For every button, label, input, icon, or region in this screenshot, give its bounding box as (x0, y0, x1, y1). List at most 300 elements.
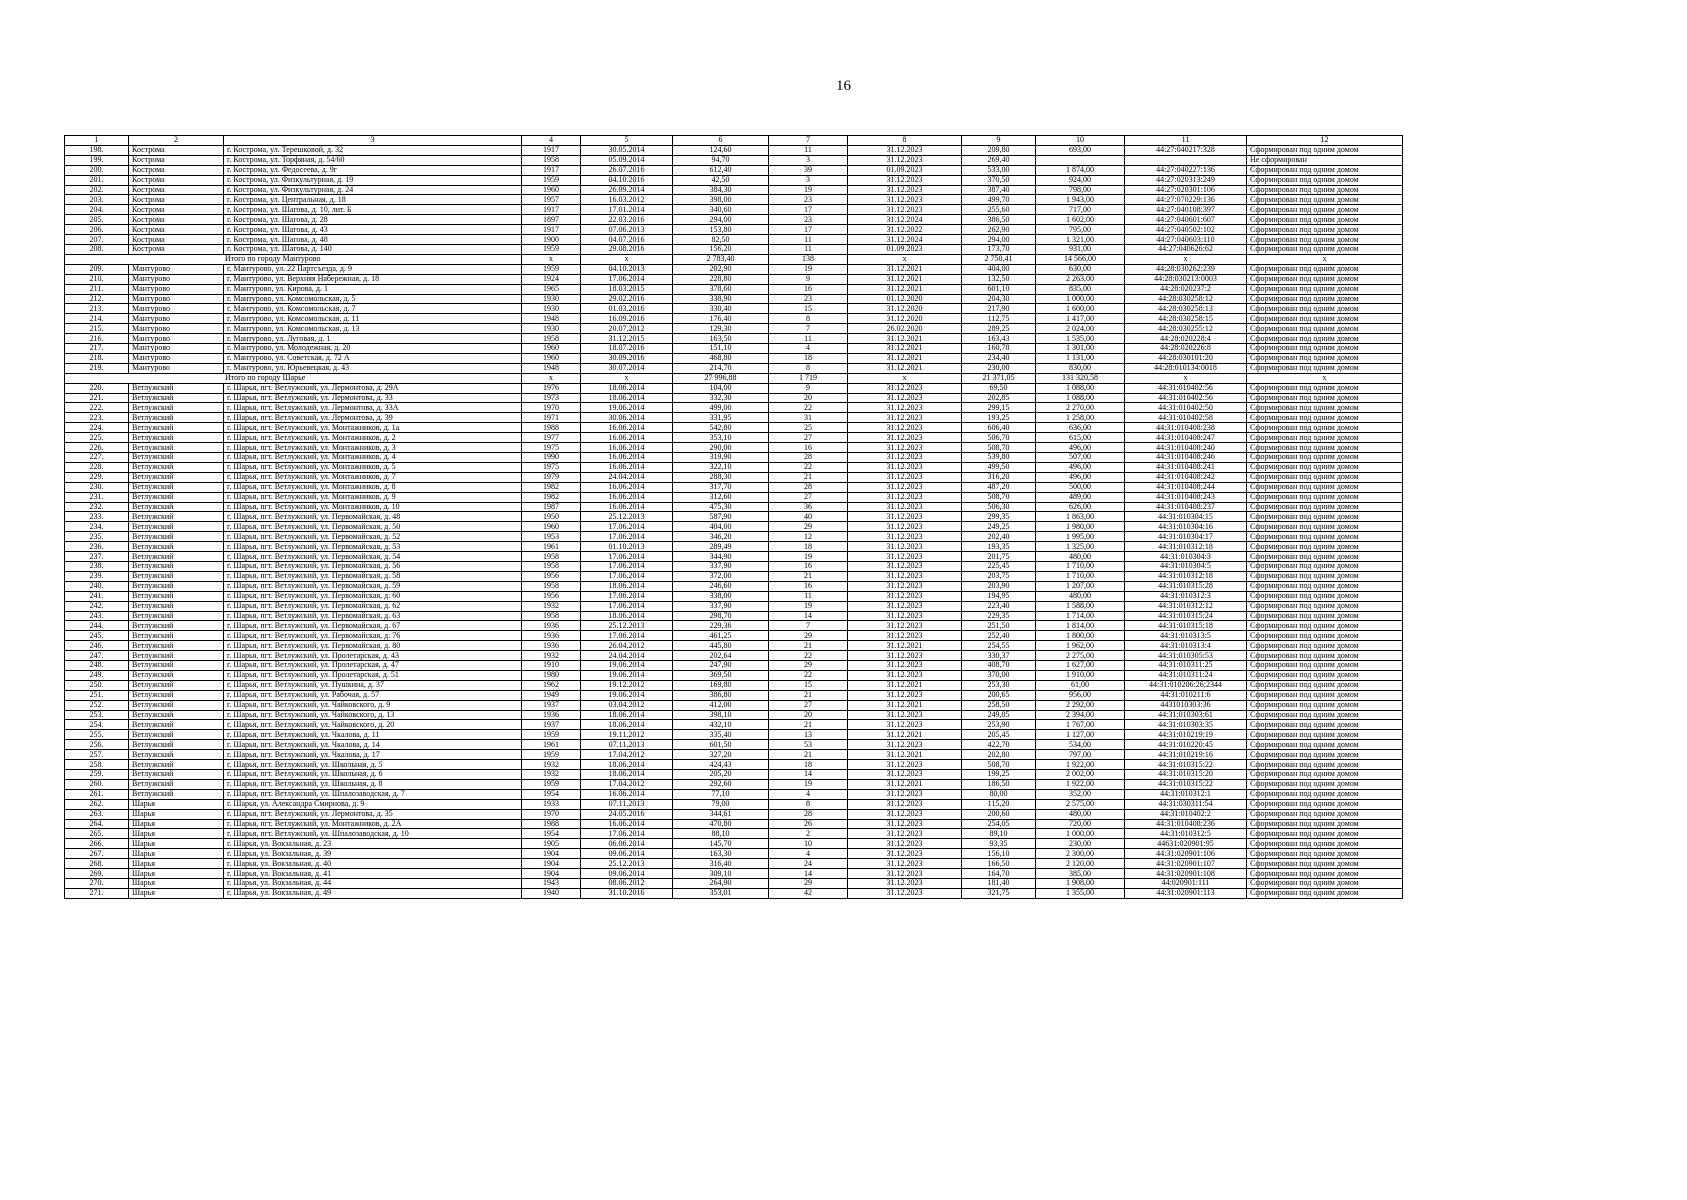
table-cell: 1958 (522, 561, 581, 571)
table-cell: 200,65 (962, 690, 1036, 700)
table-cell: 44:31:030311:54 (1125, 799, 1247, 809)
table-cell: 201,75 (962, 552, 1036, 562)
table-row (65, 492, 1403, 502)
table-cell: Сформирован под одним домом (1247, 175, 1403, 185)
table-cell: 31.12.2023 (848, 789, 962, 799)
table-row (65, 730, 1403, 740)
table-cell: г. Шарья, пгт. Ветлужский, ул. Школьная, д. 6 (224, 770, 522, 780)
table-cell: 16.06.2014 (581, 819, 673, 829)
table-cell: 173,70 (962, 244, 1036, 254)
table-cell: Мантурово (129, 274, 224, 284)
table-row (65, 661, 1403, 671)
table-cell: Мантурово (129, 284, 224, 294)
table-cell: 19.06.2014 (581, 670, 673, 680)
table-cell: 496,00 (1036, 443, 1125, 453)
table-cell: 31.12.2023 (848, 522, 962, 532)
table-cell: 1936 (522, 621, 581, 631)
table-cell: 31.12.2023 (848, 651, 962, 661)
table-cell: Ветлужский (129, 383, 224, 393)
table-cell: 18.06.2014 (581, 581, 673, 591)
table-cell: Ветлужский (129, 730, 224, 740)
table-cell: 508,70 (962, 492, 1036, 502)
table-cell: 07.06.2013 (581, 225, 673, 235)
table-cell: 268. (65, 859, 129, 869)
table-cell: г. Шарья, пгт. Ветлужский, ул. Чкалова, д. 11 (224, 730, 522, 740)
table-cell: 31.12.2023 (848, 472, 962, 482)
table-cell: 44:31:010312:1 (1125, 789, 1247, 799)
table-cell: г. Шарья, пгт. Ветлужский, ул. Рабочая, д. 57 (224, 690, 522, 700)
table-cell: 28 (769, 453, 848, 463)
table-cell: Ветлужский (129, 641, 224, 651)
table-row (65, 334, 1403, 344)
table-cell: 386,80 (673, 690, 769, 700)
table-cell: 31.12.2015 (581, 334, 673, 344)
table-cell: 270. (65, 878, 129, 888)
table-cell: 44:28:030258:13 (1125, 304, 1247, 314)
table-cell: Кострома (129, 235, 224, 245)
table-cell: Сформирован под одним домом (1247, 750, 1403, 760)
table-cell: г. Кострома, ул. Шагова, д. 28 (224, 215, 522, 225)
table-cell: 289,49 (673, 542, 769, 552)
table-cell: 18.06.2014 (581, 720, 673, 730)
table-cell: 18 (769, 542, 848, 552)
table-cell: 44:31:010408:238 (1125, 423, 1247, 433)
table-cell: х (1125, 254, 1247, 264)
table-cell: 269. (65, 869, 129, 879)
table-cell: 205,45 (962, 730, 1036, 740)
table-cell: 16.06.2014 (581, 789, 673, 799)
table-row (65, 532, 1403, 542)
table-row (65, 561, 1403, 571)
table-row (65, 809, 1403, 819)
table-cell: 254,05 (962, 819, 1036, 829)
table-cell: 19.06.2014 (581, 690, 673, 700)
table-cell: 31.12.2023 (848, 720, 962, 730)
table-cell: 16.03.2012 (581, 195, 673, 205)
table-cell: 31.12.2023 (848, 561, 962, 571)
table-cell: 1979 (522, 472, 581, 482)
table-row (65, 789, 1403, 799)
table-cell: 156,10 (962, 849, 1036, 859)
table-cell: 386,50 (962, 215, 1036, 225)
table-cell: г. Кострома, ул. Центральная, д. 18 (224, 195, 522, 205)
table-cell: 44:27:040227:136 (1125, 165, 1247, 175)
table-cell: 321,75 (962, 888, 1036, 898)
table-cell: 242. (65, 601, 129, 611)
table-cell: 202,85 (962, 393, 1036, 403)
table-cell: 298,70 (673, 611, 769, 621)
table-cell: 29 (769, 661, 848, 671)
table-cell: 31.12.2021 (848, 264, 962, 274)
table-cell: 44:27:040626:62 (1125, 244, 1247, 254)
table-cell: Ветлужский (129, 581, 224, 591)
table-cell: 312,60 (673, 492, 769, 502)
table-cell: Ветлужский (129, 611, 224, 621)
table-cell: 44:31:020901:108 (1125, 869, 1247, 879)
table-cell: 234. (65, 522, 129, 532)
table-cell: 16.09.2016 (581, 314, 673, 324)
table-cell: 27 (769, 433, 848, 443)
table-cell: г. Шарья, пгт. Ветлужский, ул. Первомайская, д. 50 (224, 522, 522, 532)
table-cell: 138 (769, 254, 848, 264)
table-cell: 499,70 (962, 195, 1036, 205)
table-cell: 461,25 (673, 631, 769, 641)
table-cell: 253. (65, 710, 129, 720)
table-cell: г. Шарья, пгт. Ветлужский, ул. Школьная, д. 5 (224, 760, 522, 770)
table-cell: 1961 (522, 542, 581, 552)
table-row (65, 453, 1403, 463)
table-cell: Сформирован под одним домом (1247, 195, 1403, 205)
table-cell: 1957 (522, 195, 581, 205)
table-cell: Сформирован под одним домом (1247, 532, 1403, 542)
table-cell: 25.12.2013 (581, 512, 673, 522)
table-cell: 1 980,00 (1036, 522, 1125, 532)
table-cell: 1 207,00 (1036, 581, 1125, 591)
table-cell: г. Мантурово, ул. Комсомольская, д. 5 (224, 294, 522, 304)
table-cell: 720,00 (1036, 819, 1125, 829)
table-cell: 44:31:010313:4 (1125, 641, 1247, 651)
table-cell: 226. (65, 443, 129, 453)
table-cell: Сформирован под одним домом (1247, 561, 1403, 571)
table-cell: Сформирован под одним домом (1247, 453, 1403, 463)
table-cell: 31.12.2023 (848, 185, 962, 195)
table-cell: 1 417,00 (1036, 314, 1125, 324)
table-cell: 384,30 (673, 185, 769, 195)
table-cell: 250. (65, 680, 129, 690)
table-cell: 1958 (522, 155, 581, 165)
table-cell: 28 (769, 482, 848, 492)
table-cell: 258,50 (962, 700, 1036, 710)
table-cell: 257. (65, 750, 129, 760)
table-cell: 8 (848, 136, 962, 146)
table-cell: 211. (65, 284, 129, 294)
table-cell: 1943 (522, 878, 581, 888)
table-cell: 1936 (522, 641, 581, 651)
table-cell: 203,75 (962, 571, 1036, 581)
table-cell: 587,90 (673, 512, 769, 522)
table-cell: 606,40 (962, 423, 1036, 433)
table-cell: 1987 (522, 502, 581, 512)
table-cell: 5 (581, 136, 673, 146)
table-cell: г. Шарья, пгт. Ветлужский, ул. Пролетарская, д. 43 (224, 651, 522, 661)
table-cell: 206. (65, 225, 129, 235)
table-cell: 506,70 (962, 433, 1036, 443)
table-cell: Сформирован под одним домом (1247, 760, 1403, 770)
table-cell: 1 710,00 (1036, 571, 1125, 581)
table-cell: 412,00 (673, 700, 769, 710)
table-cell: 1 301,00 (1036, 344, 1125, 354)
table-cell: 17.06.2014 (581, 631, 673, 641)
table-cell: 1 088,00 (1036, 383, 1125, 393)
table-cell: 200,60 (962, 809, 1036, 819)
table-cell: 267. (65, 849, 129, 859)
table-cell: 22 (769, 651, 848, 661)
table-row (65, 591, 1403, 601)
table-cell: г. Шарья, пгт. Ветлужский, ул. Лермонтова, д. 29А (224, 383, 522, 393)
table-row (65, 314, 1403, 324)
table-cell: 163,50 (673, 334, 769, 344)
table-cell: 18.06.2014 (581, 611, 673, 621)
table-cell: 316,40 (673, 859, 769, 869)
table-cell: 533,00 (962, 165, 1036, 175)
table-cell: 408,70 (962, 661, 1036, 671)
table-cell: х (1247, 254, 1403, 264)
table-cell: 29 (769, 878, 848, 888)
table-cell: 31.12.2021 (848, 334, 962, 344)
table-row (65, 770, 1403, 780)
table-cell: 17.06.2014 (581, 561, 673, 571)
table-cell: 1897 (522, 215, 581, 225)
table-cell: 2 300,00 (1036, 849, 1125, 859)
registry-table (64, 135, 1403, 899)
table-cell: Ветлужский (129, 591, 224, 601)
table-cell: 244. (65, 621, 129, 631)
table-cell: Ветлужский (129, 770, 224, 780)
table-cell: 16 (769, 443, 848, 453)
table-cell: 17.06.2014 (581, 571, 673, 581)
table-cell: 1959 (522, 264, 581, 274)
table-cell: 337,90 (673, 601, 769, 611)
table-cell: г. Кострома, ул. Шагова, д. 10, лит. Б (224, 205, 522, 215)
table-cell: 03.04.2012 (581, 700, 673, 710)
table-cell: 17.06.2014 (581, 522, 673, 532)
table-cell: Сформирован под одним домом (1247, 601, 1403, 611)
table-row (65, 462, 1403, 472)
table-cell: Сформирован под одним домом (1247, 145, 1403, 155)
table-cell: 18.07.2016 (581, 344, 673, 354)
table-cell: 17.01.2014 (581, 205, 673, 215)
table-row (65, 760, 1403, 770)
table-cell: Ветлужский (129, 512, 224, 522)
table-cell: г. Шарья, пгт. Ветлужский, ул. Монтажников, д. 5 (224, 462, 522, 472)
table-cell: 534,00 (1036, 740, 1125, 750)
table-cell: Сформирован под одним домом (1247, 819, 1403, 829)
table-cell: 7 (769, 324, 848, 334)
table-cell: 370,00 (962, 670, 1036, 680)
table-cell: Сформирован под одним домом (1247, 730, 1403, 740)
table-cell: 16 (769, 581, 848, 591)
table-cell: 19 (769, 552, 848, 562)
table-cell: 630,00 (1036, 264, 1125, 274)
table-row (65, 433, 1403, 443)
table-cell: 44:27:020301:106 (1125, 185, 1247, 195)
table-cell: 44:31:010402:2 (1125, 809, 1247, 819)
table-row (65, 631, 1403, 641)
table-cell: 422,70 (962, 740, 1036, 750)
table-cell: 44:31:010211:6 (1125, 690, 1247, 700)
table-cell: 234,40 (962, 353, 1036, 363)
total-row-manturovo (65, 254, 1403, 264)
table-cell: Сформирован под одним домом (1247, 631, 1403, 641)
table-cell: 25.12.2013 (581, 621, 673, 631)
table-cell: 23 (769, 195, 848, 205)
table-cell: 1 127,00 (1036, 730, 1125, 740)
table-row (65, 502, 1403, 512)
table-row (65, 700, 1403, 710)
table-cell: 10 (769, 839, 848, 849)
table-cell: Ветлужский (129, 542, 224, 552)
table-row (65, 145, 1403, 155)
table-cell: Сформирован под одним домом (1247, 799, 1403, 809)
table-cell: 44:020901:111 (1125, 878, 1247, 888)
table-cell: 499,00 (673, 403, 769, 413)
table-cell: Ветлужский (129, 552, 224, 562)
table-cell: 246,60 (673, 581, 769, 591)
table-cell: 24.05.2016 (581, 809, 673, 819)
table-cell: 251,50 (962, 621, 1036, 631)
table-cell: 31.12.2021 (848, 779, 962, 789)
table-cell: 219. (65, 363, 129, 373)
table-cell: 12 (769, 532, 848, 542)
table-cell: 44:31:010206:26;2344 (1125, 680, 1247, 690)
table-cell: 31.12.2023 (848, 760, 962, 770)
table-cell: 223. (65, 413, 129, 423)
table-cell: 44:31:010315:18 (1125, 621, 1247, 631)
table-cell: 17.06.2014 (581, 532, 673, 542)
table-cell: 1959 (522, 175, 581, 185)
table-cell: 44:31:010408:240 (1125, 443, 1247, 453)
table-cell: 31.12.2021 (848, 750, 962, 760)
table-cell: 1932 (522, 770, 581, 780)
table-cell: 2 575,00 (1036, 799, 1125, 809)
table-cell: 252. (65, 700, 129, 710)
table-row (65, 324, 1403, 334)
table-cell: 24.04.2014 (581, 651, 673, 661)
table-cell: Сформирован под одним домом (1247, 165, 1403, 175)
table-cell: 01.09.2023 (848, 165, 962, 175)
table-cell: 30.07.2014 (581, 363, 673, 373)
table-cell: Ветлужский (129, 750, 224, 760)
table-cell: 220. (65, 383, 129, 393)
table-cell: г. Мантурово, ул. Кирова, д. 1 (224, 284, 522, 294)
table-cell: г. Шарья, пгт. Ветлужский, ул. Первомайская, д. 48 (224, 512, 522, 522)
table-cell: 17.06.2014 (581, 601, 673, 611)
table-cell: 404,00 (962, 264, 1036, 274)
table-cell: г. Мантурово, ул. Комсомольская, д. 7 (224, 304, 522, 314)
table-cell: г. Шарья, пгт. Ветлужский, ул. Чайковского, д. 20 (224, 720, 522, 730)
table-cell: 225. (65, 433, 129, 443)
table-cell: 1937 (522, 700, 581, 710)
table-cell: 1960 (522, 185, 581, 195)
table-cell: Шарья (129, 878, 224, 888)
table-cell: 266. (65, 839, 129, 849)
table-cell: 44:31:010408:241 (1125, 462, 1247, 472)
table-cell: 835,00 (1036, 284, 1125, 294)
table-cell: 445,80 (673, 641, 769, 651)
table-cell: 129,30 (673, 324, 769, 334)
table-cell: 235. (65, 532, 129, 542)
table-cell: 44:31:010313:5 (1125, 631, 1247, 641)
table-cell: Сформирован под одним домом (1247, 641, 1403, 651)
table-row (65, 740, 1403, 750)
table-cell: 31.12.2021 (848, 363, 962, 373)
table-cell: 31.12.2023 (848, 532, 962, 542)
table-cell: Ветлужский (129, 522, 224, 532)
table-cell (1125, 155, 1247, 165)
table-cell: 508,70 (962, 760, 1036, 770)
table-cell: 44:31:020901:107 (1125, 859, 1247, 869)
table-cell: 31.12.2023 (848, 839, 962, 849)
table-cell: х (522, 373, 581, 383)
table-cell: х (522, 254, 581, 264)
table-cell: 13 (769, 730, 848, 740)
table-cell: 1 922,00 (1036, 779, 1125, 789)
table-cell: Шарья (129, 829, 224, 839)
table-cell: 1959 (522, 244, 581, 254)
table-cell: 200. (65, 165, 129, 175)
table-cell: 237. (65, 552, 129, 562)
table-cell: 615,00 (1036, 433, 1125, 443)
table-cell: 3 (224, 136, 522, 146)
table-cell: 1917 (522, 205, 581, 215)
table-cell: 294,00 (962, 235, 1036, 245)
table-cell: 26.09.2014 (581, 185, 673, 195)
table-row (65, 423, 1403, 433)
table-cell: Итого по городу Мантурово (65, 254, 522, 264)
table-cell: Сформирован под одним домом (1247, 878, 1403, 888)
table-cell: 44:31:010311:25 (1125, 661, 1247, 671)
table-cell: Сформирован под одним домом (1247, 680, 1403, 690)
table-cell: Сформирован под одним домом (1247, 284, 1403, 294)
table-cell: 223,40 (962, 601, 1036, 611)
table-cell: 1936 (522, 710, 581, 720)
table-cell: 1 962,00 (1036, 641, 1125, 651)
table-cell: Сформирован под одним домом (1247, 205, 1403, 215)
table-cell: 12 (1247, 136, 1403, 146)
table-cell: 112,75 (962, 314, 1036, 324)
table-cell: 499,50 (962, 462, 1036, 472)
table-cell: Сформирован под одним домом (1247, 542, 1403, 552)
table-cell: г. Шарья, пгт. Ветлужский, ул. Первомайская, д. 80 (224, 641, 522, 651)
table-cell: х (581, 373, 673, 383)
table-cell: 6 (673, 136, 769, 146)
table-cell: 145,70 (673, 839, 769, 849)
table-cell: 31.12.2023 (848, 145, 962, 155)
table-cell: 31.12.2023 (848, 492, 962, 502)
table-cell: 89,10 (962, 829, 1036, 839)
table-cell: г. Шарья, пгт. Ветлужский, ул. Монтажников, д. 4 (224, 453, 522, 463)
table-cell: 1932 (522, 601, 581, 611)
table-cell: 22 (769, 462, 848, 472)
table-cell: 1 863,00 (1036, 512, 1125, 522)
table-cell: 151,10 (673, 344, 769, 354)
table-cell: 44:28:010134:0018 (1125, 363, 1247, 373)
table-row (65, 363, 1403, 373)
table-cell: 254. (65, 720, 129, 730)
table-row (65, 472, 1403, 482)
table-cell: 1 714,00 (1036, 611, 1125, 621)
table-cell: 44:31:010408:247 (1125, 433, 1247, 443)
table-cell: г. Шарья, пгт. Ветлужский, ул. Первомайская, д. 60 (224, 591, 522, 601)
table-row (65, 829, 1403, 839)
table-cell: 1 602,00 (1036, 215, 1125, 225)
table-cell: 795,00 (1036, 225, 1125, 235)
table-cell: 16.06.2014 (581, 502, 673, 512)
table-cell: 335,40 (673, 730, 769, 740)
table-cell: г. Шарья, пгт. Ветлужский, ул. Монтажников, д. 7 (224, 472, 522, 482)
table-cell: х (1125, 373, 1247, 383)
table-cell: х (1247, 373, 1403, 383)
table-cell: 337,90 (673, 561, 769, 571)
table-cell: Мантурово (129, 344, 224, 354)
table-cell: Сформирован под одним домом (1247, 294, 1403, 304)
table-cell: 601,10 (962, 284, 1036, 294)
table-cell: г. Мантурово, ул. Луговая, д. 1 (224, 334, 522, 344)
table-cell: 31.12.2024 (848, 215, 962, 225)
table-row (65, 403, 1403, 413)
table-cell: 31.12.2023 (848, 462, 962, 472)
table-cell: Ветлужский (129, 472, 224, 482)
